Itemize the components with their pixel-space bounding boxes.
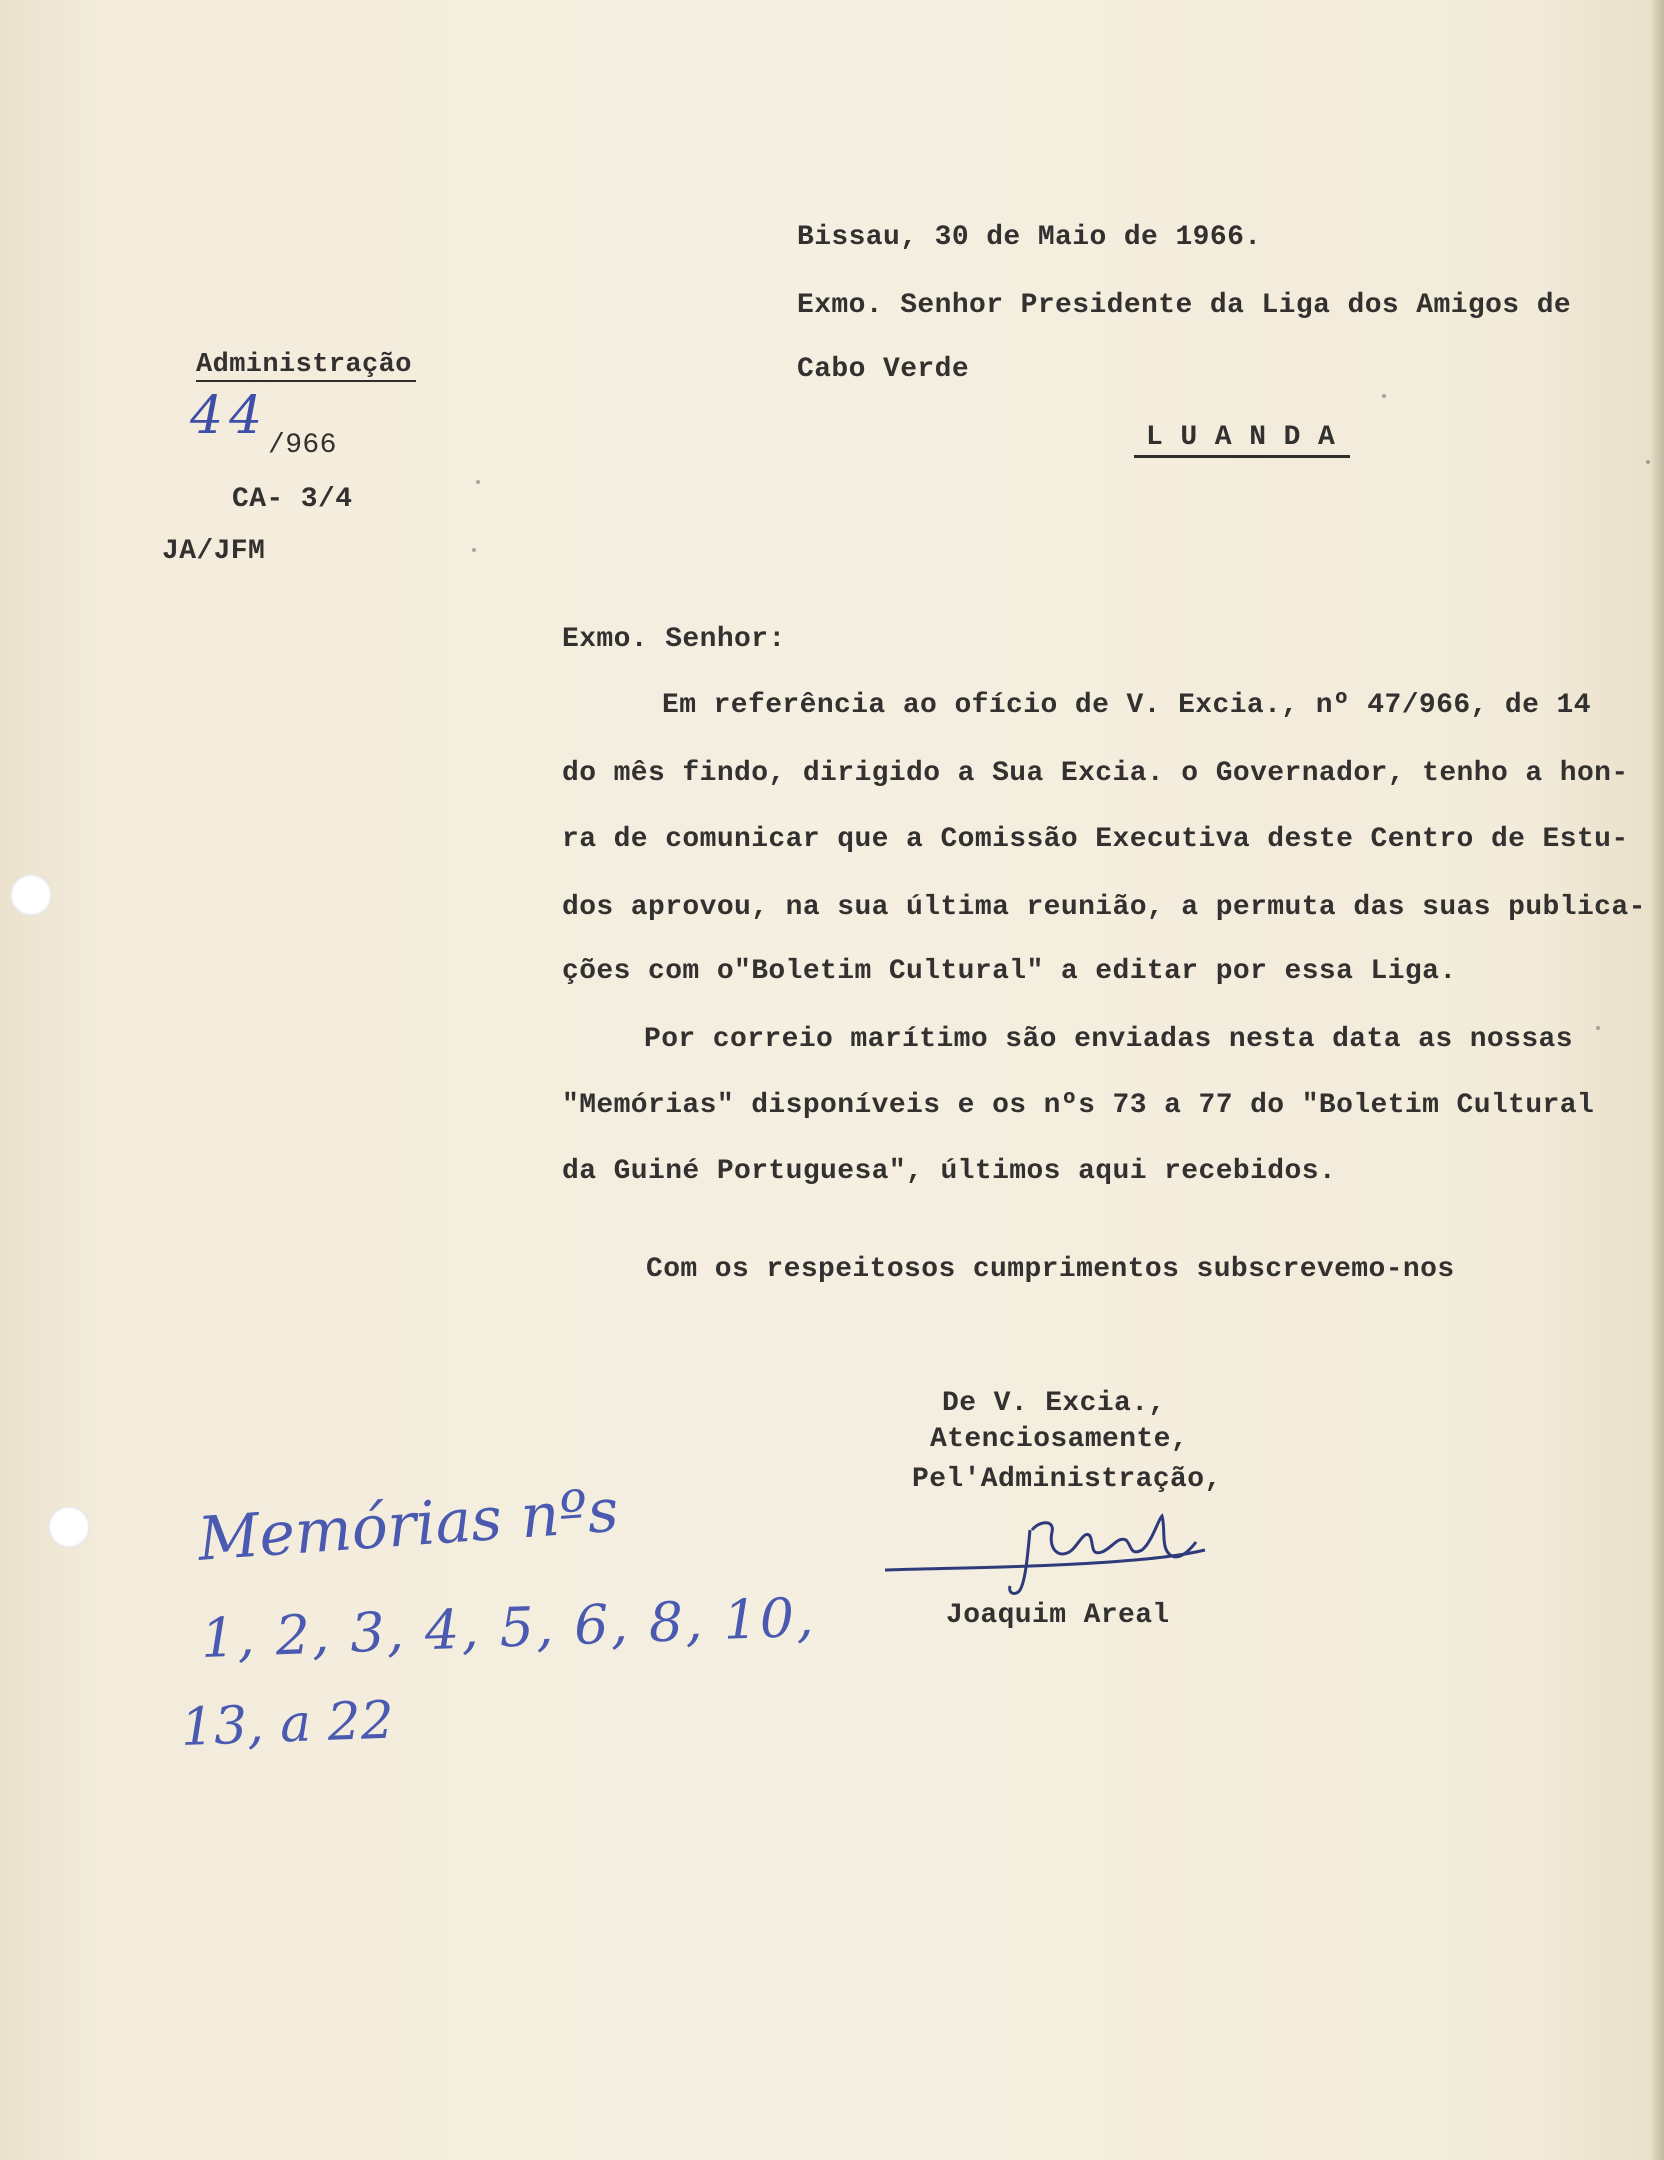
reference-code: CA- 3/4 <box>232 484 353 515</box>
body-line: ções com o"Boletim Cultural" a editar por essa Liga. <box>562 956 1457 987</box>
body-line: da Guiné Portuguesa", últimos aqui recebidos. <box>562 1156 1337 1187</box>
paper-speck <box>1596 1026 1600 1030</box>
date-line: Bissau, 30 de Maio de 1966. <box>797 222 1262 253</box>
body-line: ra de comunicar que a Comissão Executiva deste Centro de Estu- <box>562 824 1629 855</box>
city-underline <box>1134 455 1350 458</box>
paper-speck <box>1646 460 1650 464</box>
body-line: Por correio marítimo são enviadas nesta data as nossas <box>644 1024 1573 1055</box>
handwritten-note-line: 13, a 22 <box>179 1690 395 1758</box>
handwritten-note-line: Memórias nºs <box>195 1475 621 1575</box>
department-underline <box>196 380 416 382</box>
handwritten-note-line: 1, 2, 3, 4, 5, 6, 8, 10, <box>199 1585 817 1670</box>
paper-speck <box>1382 394 1386 398</box>
paper-speck <box>476 480 480 484</box>
body-line: dos aprovou, na sua última reunião, a permuta das suas publica- <box>562 892 1646 923</box>
body-line: "Memórias" disponíveis e os nºs 73 a 77 do "Boletim Cultural <box>562 1090 1595 1121</box>
page-edge-shadow <box>1650 0 1664 2160</box>
salutation: Exmo. Senhor: <box>562 624 786 655</box>
department-label: Administração <box>196 350 412 380</box>
punch-hole-bottom <box>48 1506 90 1548</box>
signatory-name: Joaquim Areal <box>946 1600 1170 1631</box>
closing-line: Pel'Administração, <box>912 1464 1222 1495</box>
handwritten-ref-number: 44 <box>190 386 269 446</box>
typist-initials: JA/JFM <box>162 536 266 567</box>
closing-line: De V. Excia., <box>942 1388 1166 1419</box>
recipient-line-2: Cabo Verde <box>797 354 970 385</box>
closing-sentence: Com os respeitosos cumprimentos subscrevemo-nos <box>646 1254 1455 1285</box>
body-line: do mês findo, dirigido a Sua Excia. o Governador, tenho a hon- <box>562 758 1629 789</box>
body-line: Em referência ao ofício de V. Excia., nº 47/966, de 14 <box>662 690 1591 721</box>
recipient-line-1: Exmo. Senhor Presidente da Liga dos Amigos de <box>797 290 1572 321</box>
paper-speck <box>472 548 476 552</box>
recipient-city: L U A N D A <box>1146 422 1336 453</box>
punch-hole-top <box>10 874 52 916</box>
reference-year: /966 <box>268 430 337 461</box>
closing-line: Atenciosamente, <box>930 1424 1189 1455</box>
